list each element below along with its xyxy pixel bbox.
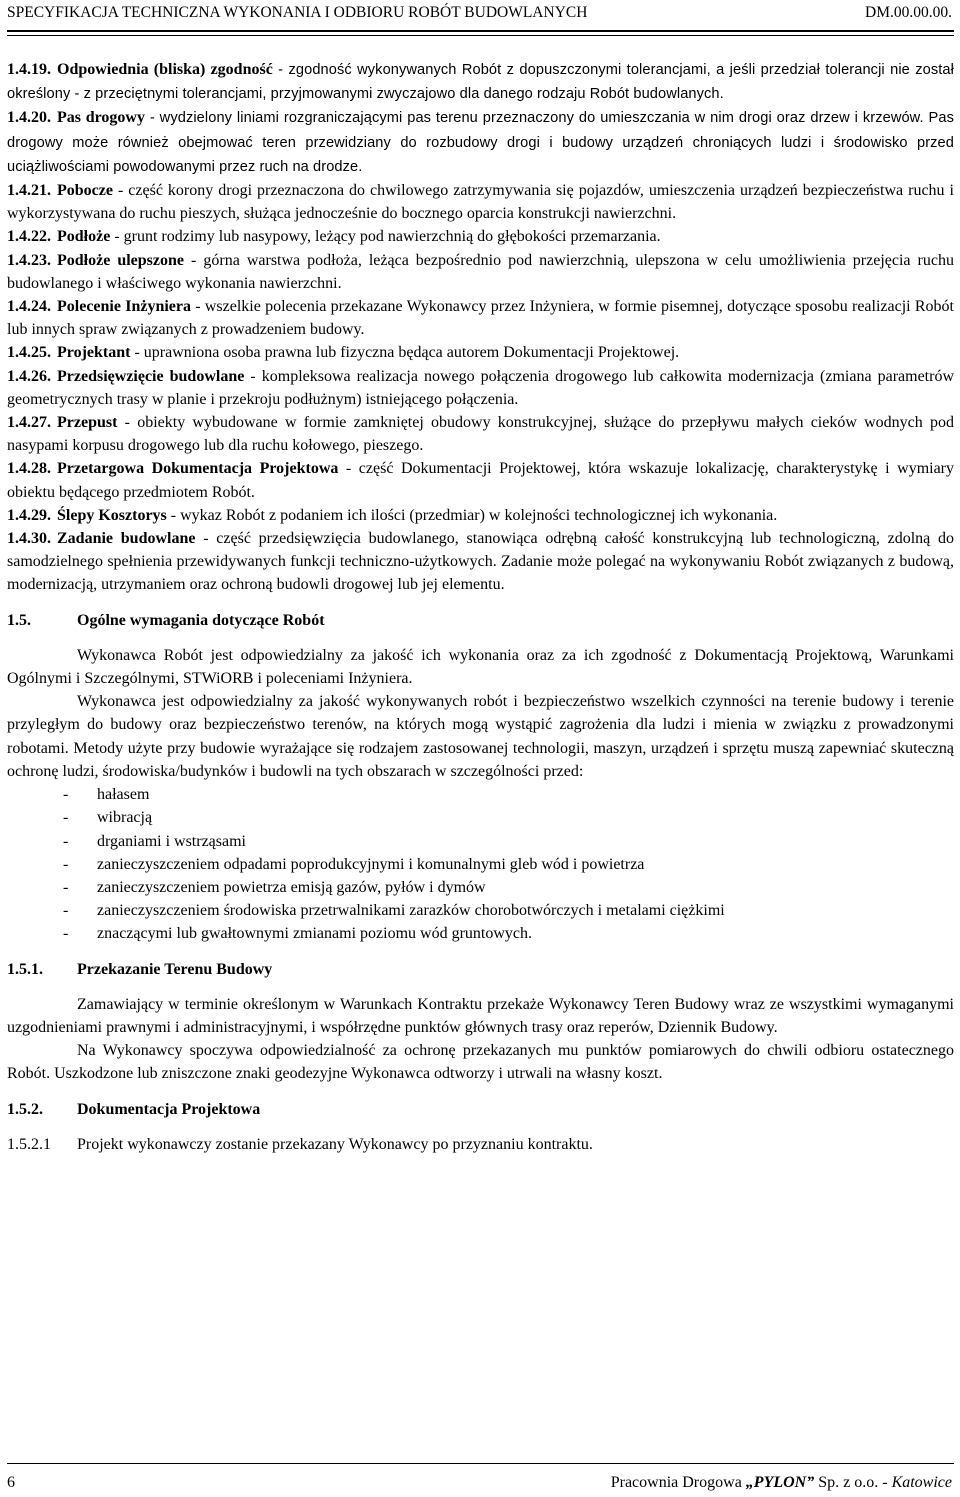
definition-term: Przedsięwzięcie budowlane	[57, 367, 245, 385]
definition-number: 1.4.28.	[7, 460, 51, 478]
list-item: - zanieczyszczeniem powietrza emisją gazów, pyłów i dymów	[7, 876, 954, 899]
definition-text: - grunt rodzimy lub nasypowy, leżący pod nawierzchnią do głębokości przemarzania.	[110, 228, 661, 246]
definition-item	[7, 179, 954, 225]
definition-item	[7, 295, 954, 341]
definition-term: Podłoże	[57, 228, 111, 246]
definition-term: Odpowiednia (bliska) zgodność	[57, 61, 273, 78]
definition-number: 1.4.25.	[7, 344, 51, 362]
section-title: Ogólne wymagania dotyczące Robót	[77, 611, 325, 629]
section-number: 1.5.	[7, 611, 31, 629]
section-heading-1-5-1	[7, 958, 954, 981]
definition-number: 1.4.24.	[7, 298, 51, 316]
list-item: - drganiami i wstrząsami	[7, 830, 954, 853]
definition-text: - wszelkie polecenia przekazane Wykonawcy przez Inżyniera, w formie pisemnej, dotyczące sposobu realizacji Robót lub innych spraw związanych z prowadzeniem budowy.	[7, 298, 955, 339]
section-number: 1.5.1.	[7, 960, 43, 978]
definition-text: - kompleksowa realizacja nowego połączenia drogowego lub całkowita modernizacja (zmiana parametrów geometrycznych trasy w planie i przekroju podłużnym) istniejącego połączenia.	[7, 367, 955, 408]
definition-text: - część przedsięwzięcia budowlanego, stanowiąca odrębną całość konstrukcyjną lub technologiczną, zdolną do samodzielnego spełnienia przewidywanych funkcji techniczno-użytkowych. Zadanie może polegać na wykonywaniu Robót związanych z budową, modernizacją, utrzymaniem oraz ochroną budowli drogowej lub jej elementu.	[7, 530, 954, 594]
definition-item	[7, 225, 954, 248]
definition-term: Przepust	[57, 414, 118, 432]
document-code: DM.00.00.00.	[865, 4, 952, 21]
definition-item	[7, 457, 954, 503]
company-prefix: Pracownia Drogowa	[610, 1474, 746, 1491]
definition-number: 1.4.23.	[7, 251, 51, 269]
definition-term: Zadanie budowlane	[57, 530, 196, 548]
definition-item	[7, 106, 954, 179]
definition-text: - część Dokumentacji Projektowej, która wskazuje lokalizację, charakterystykę i wymiary obiektu będącego przedmiotem Robót.	[7, 460, 955, 501]
company-city: Katowice	[891, 1474, 952, 1491]
definition-term: Pas drogowy	[57, 109, 145, 127]
paragraph: Wykonawca Robót jest odpowiedzialny za jakość ich wykonania oraz za ich zgodność z Dokumentacją Projektową, Warunkami Ogólnymi i Szczególnymi, STWiORB i poleceniami Inżyniera.	[7, 646, 954, 688]
definition-text: - obiekty wybudowane w formie zamkniętej obudowy konstrukcyjnej, służące do przepływu małych cieków wodnych pod nasypami korpusu drogowego lub dla ruchu kołowego, pieszego.	[7, 414, 954, 455]
definition-text: - część korony drogi przeznaczona do chwilowego zatrzymywania się pojazdów, umieszczenia urządzeń bezpieczeństwa ruchu i wykorzystywana do ruchu pieszych, służąca jednocześnie do bocznego oparcia konstrukcji nawierzchni.	[7, 182, 954, 223]
hazard-list	[7, 783, 954, 945]
company-brand: „PYLON”	[745, 1474, 815, 1491]
section-number: 1.5.2.	[7, 1100, 43, 1118]
definition-term: Pobocze	[57, 182, 113, 200]
definition-item	[7, 249, 954, 295]
definition-item	[7, 411, 954, 457]
definition-number: 1.4.29.	[7, 506, 51, 524]
definition-item	[7, 504, 954, 527]
list-item: - wibracją	[7, 806, 954, 829]
definition-number: 1.4.26.	[7, 367, 51, 385]
definition-term: Polecenie Inżyniera	[57, 298, 192, 316]
subsection-text: Projekt wykonawczy zostanie przekazany Wykonawcy po przyznaniu kontraktu.	[77, 1135, 593, 1153]
definition-term: Przetargowa Dokumentacja Projektowa	[57, 460, 339, 478]
definition-number: 1.4.30.	[7, 530, 51, 548]
company-name	[611, 1472, 952, 1494]
list-item: - hałasem	[7, 783, 954, 806]
definition-number: 1.4.21.	[7, 182, 51, 200]
page-content	[7, 58, 954, 1156]
page-footer	[7, 1463, 954, 1491]
definition-item	[7, 527, 954, 597]
section-heading-1-5-2	[7, 1098, 954, 1121]
section-title: Przekazanie Terenu Budowy	[77, 960, 273, 978]
definition-term: Podłoże ulepszone	[57, 251, 185, 269]
definition-text: - uprawniona osoba prawna lub fizyczna będąca autorem Dokumentacji Projektowej.	[130, 344, 680, 362]
list-item: - zanieczyszczeniem środowiska przetrwalnikami zarazków chorobotwórczych i metalami ciężkimi	[7, 899, 954, 922]
definitions-list	[7, 58, 954, 597]
definition-number: 1.4.19.	[7, 61, 51, 78]
definition-text: - wykaz Robót z podaniem ich ilości (przedmiar) w kolejności technologicznej ich wykonania.	[166, 506, 778, 524]
list-item: - zanieczyszczeniem odpadami poprodukcyjnymi i komunalnymi gleb wód i powietrza	[7, 853, 954, 876]
list-item: - znaczącymi lub gwałtownymi zmianami poziomu wód gruntowych.	[7, 922, 954, 945]
paragraph: Zamawiający w terminie określonym w Warunkach Kontraktu przekaże Wykonawcy Teren Budowy wraz ze wszystkimi wymaganymi uzgodnieniami prawnymi i administracyjnymi, i współrzędne punktów głównych trasy oraz reperów, Dziennik Budowy.	[7, 995, 954, 1036]
definition-number: 1.4.20.	[7, 109, 51, 127]
definition-term: Projektant	[57, 344, 131, 362]
subsection-1-5-2-1	[7, 1133, 954, 1156]
definition-item	[7, 58, 954, 106]
company-suffix: Sp. z o.o. -	[814, 1474, 892, 1491]
document-title: SPECYFIKACJA TECHNICZNA WYKONANIA I ODBIORU ROBÓT BUDOWLANYCH	[7, 4, 588, 21]
paragraph: Na Wykonawcy spoczywa odpowiedzialność za ochronę przekazanych mu punktów pomiarowych do chwili odbioru ostatecznego Robót. Uszkodzone lub zniszczone znaki geodezyjne Wykonawca odtworzy i utrwali na własny koszt.	[7, 1042, 954, 1083]
section-title: Dokumentacja Projektowa	[77, 1100, 261, 1118]
definition-term: Ślepy Kosztorys	[57, 506, 167, 524]
page-number: 6	[7, 1474, 15, 1491]
definition-text: - wydzielony liniami rozgraniczającymi pas terenu przeznaczony do umieszczania w nim drogi oraz drzew i krzewów. Pas drogowy może również obejmować teren przewidziany do rozbudowy drogi i budowy urządzeń chroniących ludzi i środowisko przed uciążliwościami powodowanymi przez ruch na drodze.	[7, 110, 954, 175]
definition-number: 1.4.22.	[7, 228, 51, 246]
definition-text: - górna warstwa podłoża, leżąca bezpośrednio pod nawierzchnią, ulepszona w celu umożliwienia przejęcia ruchu budowlanego i właściwego wykonania nawierzchni.	[7, 251, 954, 292]
definition-item	[7, 341, 954, 364]
definition-item	[7, 365, 954, 411]
subsection-number: 1.5.2.1	[7, 1135, 51, 1153]
definition-text: - zgodność wykonywanych Robót z dopuszczonymi tolerancjami, a jeśli przedział tolerancji nie został określony - z przeciętnymi tolerancjami, przyjmowanymi zwyczajowo dla danego rodzaju Robót budowlanych.	[7, 62, 954, 103]
section-heading-1-5	[7, 609, 954, 632]
paragraph: Wykonawca jest odpowiedzialny za jakość wykonywanych robót i bezpieczeństwo wszelkich czynności na terenie budowy i terenie przyległym do budowy oraz bezpieczeństwo terenów, na których mogą wystąpić zagrożenia dla ludzi i mienia w związku z prowadzonymi robotami. Metody użyte przy budowie wyrażające się rodzajem zastosowanej technologii, maszyn, urządzeń i sprzętu muszą zapewniać skuteczną ochronę ludzi, środowiska/budynków i budowli na tych obszarach w szczególności przed:	[7, 693, 954, 780]
definition-number: 1.4.27.	[7, 414, 51, 432]
page-header	[7, 0, 954, 32]
